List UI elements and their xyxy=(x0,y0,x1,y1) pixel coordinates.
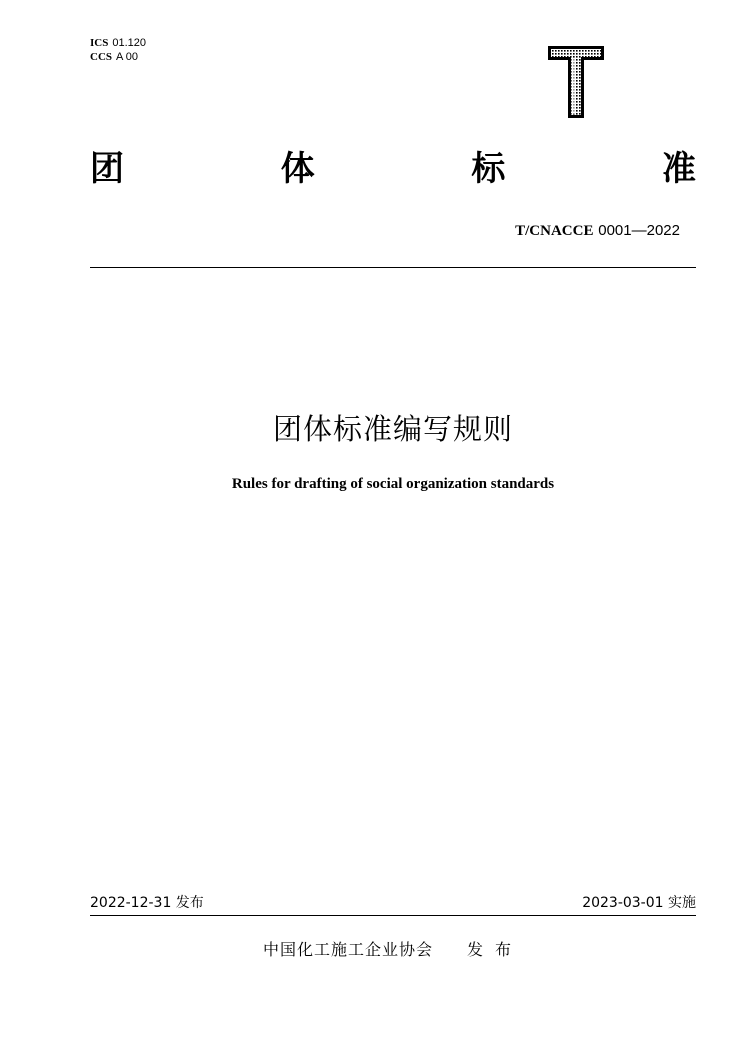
title-chinese: 团体标准编写规则 xyxy=(272,412,513,446)
publisher-verb: 发布 xyxy=(467,940,524,959)
doc-type-char: 体 xyxy=(280,149,315,189)
standard-number xyxy=(515,221,680,240)
effective-date: 2023-03-01 实施 xyxy=(582,895,696,911)
doc-type-char: 团 xyxy=(90,149,124,189)
doc-type-char: 标 xyxy=(471,149,506,189)
ics-label: ICS xyxy=(90,37,109,49)
publish-date: 2022-12-31 发布 xyxy=(90,895,204,911)
classification-codes xyxy=(90,36,146,64)
ccs-value: A 00 xyxy=(116,51,139,63)
logo-letter: T xyxy=(546,44,547,45)
group-standard-t-logo xyxy=(546,44,606,120)
standard-number-value: 0001—2022 xyxy=(598,222,680,239)
top-divider xyxy=(90,267,696,268)
document-type-heading xyxy=(90,148,696,190)
ccs-code xyxy=(90,50,146,64)
title-english: Rules for drafting of social organization standards xyxy=(231,476,555,492)
bottom-divider xyxy=(90,915,696,916)
publisher xyxy=(0,937,750,960)
ics-code xyxy=(90,36,146,50)
doc-type-char: 准 xyxy=(661,149,696,189)
ccs-label: CCS xyxy=(90,51,113,63)
standard-number-prefix: T/CNACCE xyxy=(515,223,594,239)
publisher-org: 中国化工施工企业协会 xyxy=(262,940,433,959)
ics-value: 01.120 xyxy=(112,37,146,49)
